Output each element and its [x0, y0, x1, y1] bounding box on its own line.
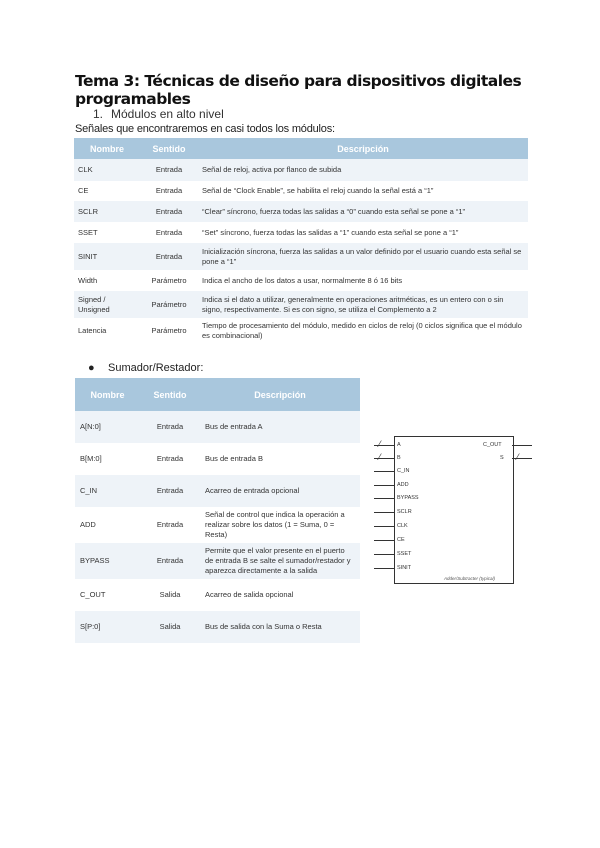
- signal-name: CLK: [74, 159, 140, 181]
- signal-name: SCLR: [74, 201, 140, 222]
- table-row: [75, 411, 360, 443]
- pin-label-c-in: C_IN: [397, 468, 410, 474]
- signal-description: Bus de salida con la Suma o Resta: [200, 611, 360, 643]
- signal-direction: Salida: [140, 611, 200, 643]
- header-descripcion: Descripción: [200, 378, 360, 411]
- output-line-s: [512, 458, 532, 459]
- input-line-add: [374, 485, 394, 486]
- pin-label-b: B: [397, 455, 401, 461]
- table-row: [74, 222, 528, 243]
- signal-name: SINIT: [74, 243, 140, 270]
- pin-label-a: A: [397, 442, 401, 448]
- section-heading: [93, 107, 224, 121]
- signal-name: C_IN: [75, 475, 140, 507]
- table-row: [74, 181, 528, 201]
- signal-description: Inicialización síncrona, fuerza las salidas a un valor definido por el usuario cuando esta señal se pone a “1”: [198, 243, 528, 270]
- table-header-row: [75, 378, 360, 411]
- signal-name: A[N:0]: [75, 411, 140, 443]
- pin-label-sinit: SINIT: [397, 565, 412, 571]
- input-line-b: [374, 458, 394, 459]
- input-line-bypass: [374, 498, 394, 499]
- signal-name: C_OUT: [75, 579, 140, 611]
- header-sentido: Sentido: [140, 378, 200, 411]
- bullet-item: [88, 362, 203, 374]
- pin-label-bypass: BYPASS: [397, 495, 419, 501]
- bullet-label: Sumador/Restador:: [108, 362, 204, 374]
- signal-name: BYPASS: [75, 543, 140, 579]
- input-line-clk: [374, 526, 394, 527]
- signal-description: Tiempo de procesamiento del módulo, medido en ciclos de reloj (0 ciclos significa que el módulo es combinacional): [198, 318, 528, 344]
- signal-name: SSET: [74, 222, 140, 243]
- table-row: [75, 475, 360, 507]
- header-nombre: Nombre: [75, 378, 140, 411]
- table-row: [74, 201, 528, 222]
- table-row: [74, 159, 528, 181]
- adder-block: [394, 436, 514, 584]
- signal-direction: Parámetro: [140, 318, 198, 344]
- input-line-sinit: [374, 568, 394, 569]
- output-line-c-out: [512, 445, 532, 446]
- signal-description: Señal de reloj, activa por flanco de subida: [198, 159, 528, 181]
- pin-label-sclr: SCLR: [397, 509, 412, 515]
- signal-name: CE: [74, 181, 140, 201]
- signal-direction: Parámetro: [140, 291, 198, 318]
- signal-description: Indica el ancho de los datos a usar, normalmente 8 ó 16 bits: [198, 270, 528, 291]
- signal-direction: Entrada: [140, 243, 198, 270]
- table-row: [75, 443, 360, 475]
- signal-description: “Set” síncrono, fuerza todas las salidas a “1” cuando esta señal se pone a “1”: [198, 222, 528, 243]
- input-line-a: [374, 445, 394, 446]
- table-row: [74, 318, 528, 344]
- page-title: Tema 3: Técnicas de diseño para dispositivos digitales programables: [75, 72, 522, 108]
- table-row: [75, 611, 360, 643]
- signal-description: Bus de entrada B: [200, 443, 360, 475]
- signal-direction: Entrada: [140, 543, 200, 579]
- table-row: [75, 507, 360, 543]
- pin-label-clk: CLK: [397, 523, 408, 529]
- input-line-c-in: [374, 471, 394, 472]
- signal-description: Permite que el valor presente en el puerto de entrada B se salte el sumador/restador y aparezca directamente a la salida: [200, 543, 360, 579]
- signal-description: Acarreo de entrada opcional: [200, 475, 360, 507]
- signal-description: Bus de entrada A: [200, 411, 360, 443]
- table-row: [74, 291, 528, 318]
- table-row: [75, 579, 360, 611]
- signal-direction: Parámetro: [140, 270, 198, 291]
- bus-slash-icon: ⁄: [379, 439, 381, 449]
- signal-direction: Entrada: [140, 411, 200, 443]
- pin-label-sset: SSET: [397, 551, 412, 557]
- bullet-icon: ●: [88, 362, 95, 374]
- signal-description: Señal de “Clock Enable”, se habilita el reloj cuando la señal está a “1”: [198, 181, 528, 201]
- section-label: Módulos en alto nivel: [111, 107, 224, 121]
- pin-label-ce: CE: [397, 537, 405, 543]
- section-number: 1.: [93, 107, 104, 121]
- input-line-sset: [374, 554, 394, 555]
- block-caption: Adder/Subtracter (typical): [444, 576, 496, 581]
- signal-direction: Entrada: [140, 201, 198, 222]
- table-header-row: [74, 138, 528, 159]
- bus-slash-icon: ⁄: [379, 452, 381, 462]
- signal-direction: Entrada: [140, 443, 200, 475]
- intro-text: Señales que encontraremos en casi todos los módulos:: [75, 123, 335, 135]
- table-row: [75, 543, 360, 579]
- pin-label-s: S: [500, 455, 504, 461]
- signal-name: Signed / Unsigned: [74, 291, 140, 318]
- signal-direction: Entrada: [140, 181, 198, 201]
- signal-description: Señal de control que indica la operación a realizar sobre los datos (1 = Suma, 0 = Resta): [200, 507, 360, 543]
- signal-direction: Entrada: [140, 159, 198, 181]
- bus-slash-icon: ⁄: [517, 452, 519, 462]
- signal-direction: Entrada: [140, 222, 198, 243]
- signal-description: Indica si el dato a utilizar, generalmente en operaciones aritméticas, es un entero con o sin signo, respectivamente. Si es con signo, se utiliza el Complemento a 2: [198, 291, 528, 318]
- signals-table: [74, 138, 528, 344]
- input-line-ce: [374, 540, 394, 541]
- pin-label-add: ADD: [397, 482, 409, 488]
- signal-name: ADD: [75, 507, 140, 543]
- signal-direction: Entrada: [140, 475, 200, 507]
- pin-label-c-out: C_OUT: [483, 442, 502, 448]
- signal-description: Acarreo de salida opcional: [200, 579, 360, 611]
- header-nombre: Nombre: [74, 138, 140, 159]
- input-line-sclr: [374, 512, 394, 513]
- signal-direction: Entrada: [140, 507, 200, 543]
- header-descripcion: Descripción: [198, 138, 528, 159]
- signal-name: B[M:0]: [75, 443, 140, 475]
- signal-name: Latencia: [74, 318, 140, 344]
- table-row: [74, 270, 528, 291]
- adder-table: [75, 378, 360, 643]
- signal-direction: Salida: [140, 579, 200, 611]
- table-row: [74, 243, 528, 270]
- signal-name: Width: [74, 270, 140, 291]
- signal-name: S[P:0]: [75, 611, 140, 643]
- header-sentido: Sentido: [140, 138, 198, 159]
- signal-description: “Clear” síncrono, fuerza todas las salidas a “0” cuando esta señal se pone a “1”: [198, 201, 528, 222]
